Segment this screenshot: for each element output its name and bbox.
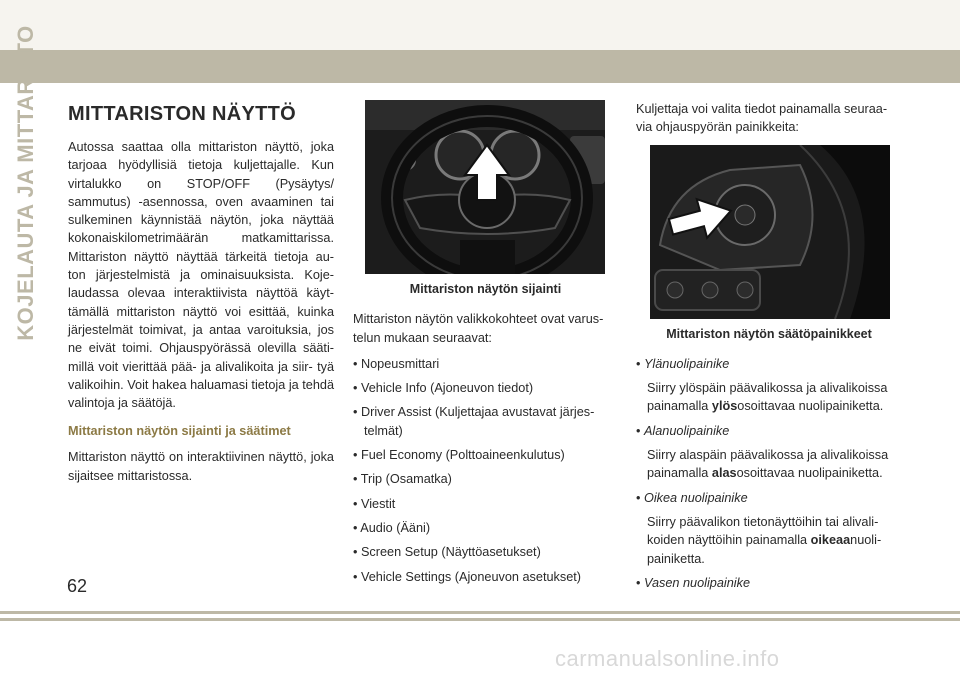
description-text: Siirry päävalikon tietonäyttöihin tai alivali- koiden näyttöihin painamalla (647, 514, 879, 548)
button-title: Oikea nuolipainike (643, 490, 748, 505)
menu-item: • Driver Assist (Kuljettajaa avustavat järjes- telmät) (353, 405, 595, 438)
side-chapter-tab (6, 25, 46, 341)
button-item-left: • Vasen nuolipainike (636, 575, 751, 590)
menu-item: • Audio (Ääni) (353, 520, 431, 535)
menu-item: • Fuel Economy (Polttoaineenkulutus) (353, 448, 565, 463)
column-left (68, 100, 334, 493)
menu-item: • Vehicle Info (Ajoneuvon tiedot) (353, 381, 534, 396)
description-text: Siirry alaspäin päävalikossa ja alivalikoissa painamalla (647, 448, 889, 481)
header-stripe (0, 50, 960, 83)
menu-item: • Trip (Osamatka) (353, 472, 452, 487)
footer-rule (0, 618, 960, 621)
menu-item: • Nopeusmittari (353, 356, 440, 371)
description-text: osoittavaa nuolipainiketta. (737, 399, 884, 414)
menu-item: • Viestit (353, 496, 396, 511)
intro-paragraph: Autossa saattaa olla mittariston näyttö, joka tarjoaa hyödyllisiä tietoja kuljettajalle. Kun virtalukko on STOP/OFF (Pysäytys/ sammutus) -asennossa, oven avaaminen tai sulkeminen käynnistää näytön, joka näyttää kokonaiskilometrimäärän matkamittarissa. Mittariston näyttö näyttää tärkeitä tietoja au- ton järjestelmistä ja ominaisuuksista. Koje- laudassa olevaa interaktiivista näyttöä käyt- tämällä mittariston näyttö voi esittää, kuinka järjestelmät toimivat, ja antaa varoituksia, jos ne eivät toimi. Ohjauspyörässä olevilla sääti- millä voit vierittää pää- ja alivalikoita ja siir- tyä valikoihin. Voit hakea haluamasi tietoja ja tehdä valintoja ja säätöjä. (68, 140, 334, 411)
controls-photo (650, 145, 890, 319)
button-description (636, 513, 902, 568)
footer-rule (0, 611, 960, 614)
figure-caption-controls: Mittariston näytön säätöpainikkeet (666, 326, 872, 341)
menu-item: • Screen Setup (Näyttöasetukset) (353, 545, 541, 560)
menu-intro: Mittariston näytön valikkokohteet ovat varus- telun mukaan seuraavat: (353, 312, 604, 345)
button-title: Ylänuolipainike (643, 356, 730, 371)
button-item-up: • Ylänuolipainike (636, 356, 730, 371)
description-text: nuoli- painiketta. (647, 533, 882, 566)
menu-item: • Vehicle Settings (Ajoneuvon asetukset) (353, 569, 582, 584)
description-text: osoittavaa nuolipainiketta. (736, 466, 883, 481)
button-description (636, 379, 902, 416)
column-middle (353, 100, 618, 592)
button-title: Vasen nuolipainike (643, 575, 751, 590)
description-text: Siirry ylöspäin päävalikossa ja alivalikoissa painamalla (647, 381, 888, 414)
button-item-right: • Oikea nuolipainike (636, 490, 748, 505)
figure-caption-location: Mittariston näytön sijainti (409, 282, 562, 296)
column-right (636, 100, 902, 598)
dashboard-photo (365, 100, 605, 274)
page-title: MITTARISTON NÄYTTÖ (68, 103, 296, 125)
button-description (636, 446, 902, 483)
description-bold: oikeaa (810, 533, 851, 548)
button-item-down: • Alanuolipainike (636, 423, 730, 438)
description-bold: alas (711, 466, 737, 481)
watermark: carmanualsonline.info (555, 646, 780, 671)
controls-intro: Kuljettaja voi valita tiedot painamalla seuraa- via ohjauspyörän painikkeita: (636, 102, 888, 135)
location-paragraph: Mittariston näyttö on interaktiivinen näyttö, joka sijaitsee mittaristossa. (68, 450, 334, 483)
description-bold: ylös (711, 399, 738, 414)
page-number: 62 (67, 576, 88, 596)
steering-wheel-illustration (365, 100, 605, 274)
side-chapter-label: KOJELAUTA JA MITTARISTO (13, 25, 38, 341)
section-subheading: Mittariston näytön sijainti ja säätimet (68, 424, 291, 439)
steering-buttons-illustration (650, 145, 890, 319)
button-title: Alanuolipainike (643, 423, 730, 438)
header-band (0, 0, 960, 50)
